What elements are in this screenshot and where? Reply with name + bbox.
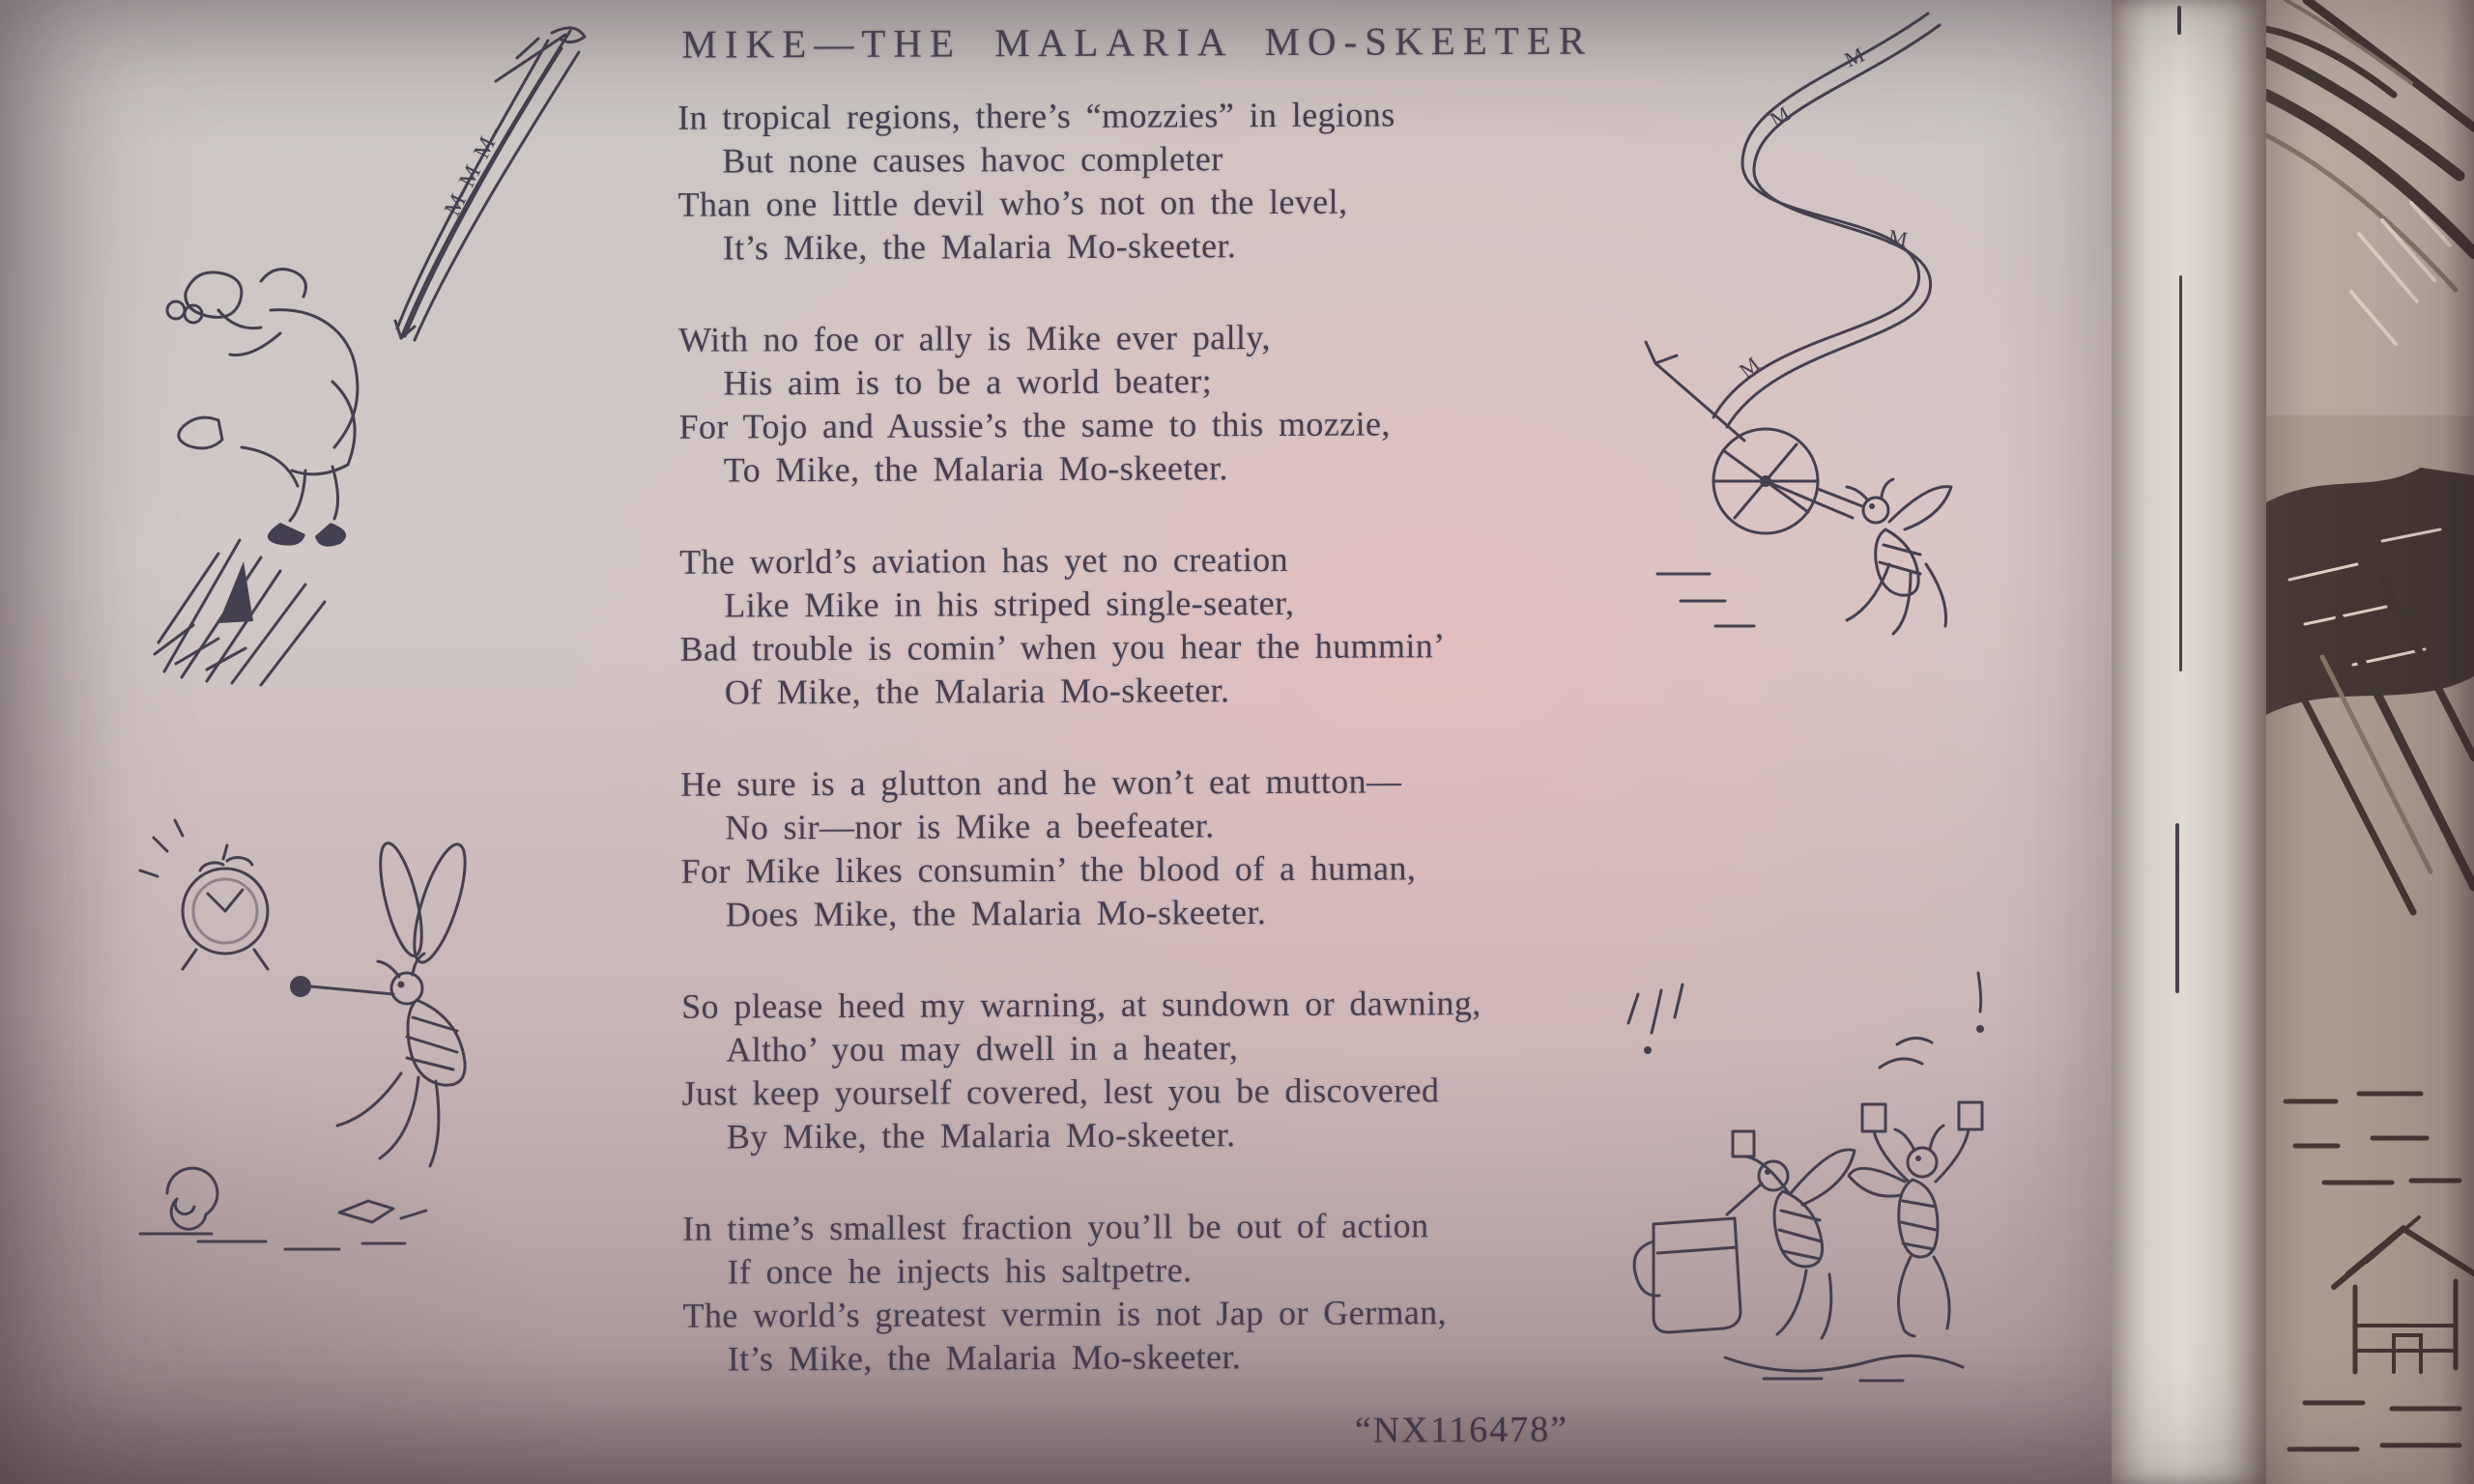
poem-line: In time’s smallest fraction you’ll be out of action <box>682 1206 1429 1248</box>
poem-line: Does Mike, the Malaria Mo-skeeter. <box>725 893 1267 934</box>
poem-line: Just keep yourself covered, lest you be discovered <box>681 1070 1440 1113</box>
poem-stanza <box>677 92 1625 270</box>
poem-line: Like Mike in his striped single-seater, <box>724 583 1295 625</box>
poem-stanza <box>678 314 1626 492</box>
poem-line: By Mike, the Malaria Mo-skeeter. <box>726 1115 1236 1156</box>
stitching-thread <box>2179 275 2182 671</box>
poem-body <box>677 92 1630 1429</box>
poem-line: He sure is a glutton and he won’t eat mutton— <box>680 761 1402 804</box>
handwritten-m: M <box>1734 352 1765 383</box>
poem-stanza <box>679 536 1627 714</box>
poem-line: Than one little devil who’s not on the level, <box>677 182 1348 224</box>
handwritten-m: M <box>1840 42 1868 72</box>
palm-art-canvas <box>2266 0 2474 1484</box>
handwritten-m: M <box>1766 100 1795 132</box>
book-gutter <box>2112 0 2266 1484</box>
poem-line: For Tojo and Aussie’s the same to this mozzie, <box>678 404 1391 446</box>
poem-line: To Mike, the Malaria Mo-skeeter. <box>723 448 1228 490</box>
poem-line: Altho’ you may dwell in a heater, <box>726 1028 1239 1070</box>
poem-line: In tropical regions, there’s “mozzies” in legions <box>677 95 1395 137</box>
poem-line: It’s Mike, the Malaria Mo-skeeter. <box>722 226 1237 268</box>
poem-title: MIKE—THE MALARIA MO-SKEETER <box>681 17 1594 67</box>
poem-line: The world’s aviation has yet no creation <box>679 539 1289 582</box>
stitching-thread <box>2175 823 2179 993</box>
poem-line: For Mike likes consumin’ the blood of a human, <box>680 848 1417 891</box>
poem-line: Bad trouble is comin’ when you hear the hummin’ <box>679 626 1446 669</box>
poem-line: His aim is to be a world beater; <box>723 361 1213 403</box>
poem-line: But none causes havoc completer <box>722 139 1223 181</box>
handwritten-m-trail: M–M–M– <box>440 122 506 220</box>
poem-line: So please heed my warning, at sundown or dawning, <box>681 984 1482 1026</box>
poem-line: No sir—nor is Mike a beefeater. <box>725 806 1215 847</box>
poem-stanza <box>680 758 1628 936</box>
poem-stanza <box>681 981 1629 1158</box>
poem-line: The world’s greatest vermin is not Jap or German, <box>682 1293 1448 1335</box>
poem-stanza <box>682 1203 1630 1381</box>
service-number: “NX116478” <box>1354 1409 1569 1451</box>
handwritten-m: M <box>1886 224 1910 252</box>
poem-line: With no foe or ally is Mike ever pally, <box>678 318 1271 359</box>
dust-jacket-palm-art <box>2266 0 2474 1484</box>
poem-line: It’s Mike, the Malaria Mo-skeeter. <box>727 1337 1242 1379</box>
poem-line: Of Mike, the Malaria Mo-skeeter. <box>724 671 1230 712</box>
poem-line: If once he injects his saltpetre. <box>727 1250 1193 1292</box>
stitching-thread <box>2177 6 2181 35</box>
